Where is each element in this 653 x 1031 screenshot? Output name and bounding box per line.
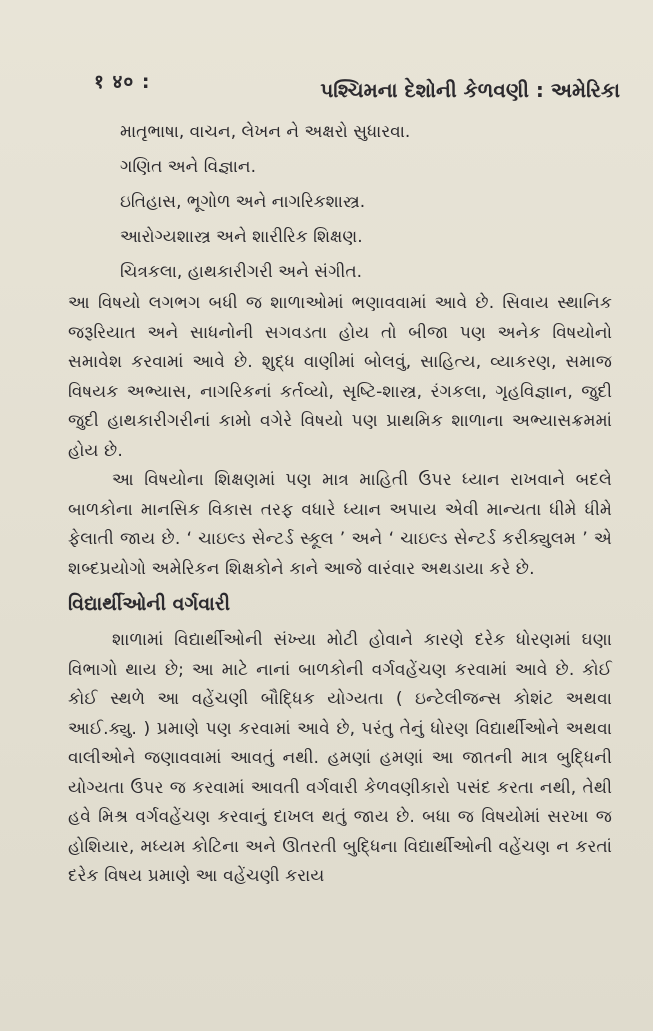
page-number: १ ४० : <box>94 71 151 93</box>
section-heading: વિદ્યાર્થીઓની વર્ગવારી <box>68 593 231 615</box>
subject-list-item: માતૃભાષા, વાચન, લેખન ને અક્ષરો સુધારવા. <box>120 122 411 142</box>
paragraph-grouping: શાળામાં વિદ્યાર્થીઓની સંખ્યા મોટી હોવાને કારણે દરેક ધોરણમાં ઘણા વિભાગો થાય છે; આ માટે નાનાં બાળકોની વર્ગવહેંચણ કરવામાં આવે છે. કોઈ કોઈ સ્થળે આ વહેંચણી બૌદ્ધિક યોગ્યતા ( ઇન્ટેલીજન્સ કોશંટ અથવા આઈ.ક્યુ. ) પ્રમાણે પણ કરવામાં આવે છે, પરંતુ તેનું ધોરણ વિદ્યાર્થીઓને અથવા વાલીઓને જણાવવામાં આવતું નથી. હમણાં હમણાં આ જાતની માત્ર બુદ્ધિની યોગ્યતા ઉપર જ કરવામાં આવતી વર્ગવારી કેળવણીકારો પસંદ કરતા નથી, તેથી હવે મિશ્ર વર્ગવહેંચણ કરવાનું દાખલ થતું જાય છે. બધા જ વિષયોમાં સરખા જ હોશિયાર, મધ્યમ કોટિના અને ઊતરતી બુદ્ધિના વિદ્યાર્થીઓની વહેંચણ ન કરતાં દરેક વિષય પ્રમાણે આ વહેંચણી કરાય <box>68 630 612 886</box>
body-text <box>68 289 612 892</box>
running-head-title: પશ્ચિમના દેશોની કેળવણી : અમેરિકા <box>320 78 620 102</box>
subject-list-item: આરોગ્યશાસ્ત્ર અને શારીરિક શિક્ષણ. <box>120 227 363 247</box>
paragraph-child-centered: આ વિષયોના શિક્ષણમાં પણ માત્ર માહિતી ઉપર ધ્યાન રાખવાને બદલે બાળકોના માનસિક વિકાસ તરફ વધારે ધ્યાન અપાય એવી માન્યતા ધીમે ધીમે ફેલાતી જાય છે. ‘ ચાઇલ્ડ સેન્ટર્ડ સ્કૂલ ’ અને ‘ ચાઇલ્ડ સેન્ટર્ડ કરીક્યુલમ ’ એ શબ્દપ્રયોગો અમેરિકન શિક્ષકોને કાને આજે વારંવાર અથડાયા કરે છે. <box>68 470 612 579</box>
subject-list <box>120 115 580 290</box>
paragraph-subjects: આ વિષયો લગભગ બધી જ શાળાઓમાં ભણાવવામાં આવે છે. સિવાય સ્થાનિક જરૂરિયાત અને સાધનોની સગવડતા હોય તો બીજા પણ અનેક વિષયોનો સમાવેશ કરવામાં આવે છે. શુદ્ધ વાણીમાં બોલવું, સાહિત્ય, વ્યાકરણ, સમાજ વિષયક અભ્યાસ, નાગરિકનાં કર્તવ્યો, સૃષ્ટિ-શાસ્ત્ર, રંગકલા, ગૃહવિજ્ઞાન, જુદી જુદી હાથકારીગરીનાં કામો વગેરે વિષયો પણ પ્રાથમિક શાળાના અભ્યાસક્રમમાં હોય છે. <box>68 293 612 461</box>
subject-list-item: ચિત્રકલા, હાથકારીગરી અને સંગીત. <box>120 262 363 282</box>
page-header <box>72 60 620 100</box>
subject-list-item: ઇતિહાસ, ભૂગોળ અને નાગરિકશાસ્ત્ર. <box>120 192 366 212</box>
subject-list-item: ગણિત અને વિજ્ઞાન. <box>120 157 256 177</box>
